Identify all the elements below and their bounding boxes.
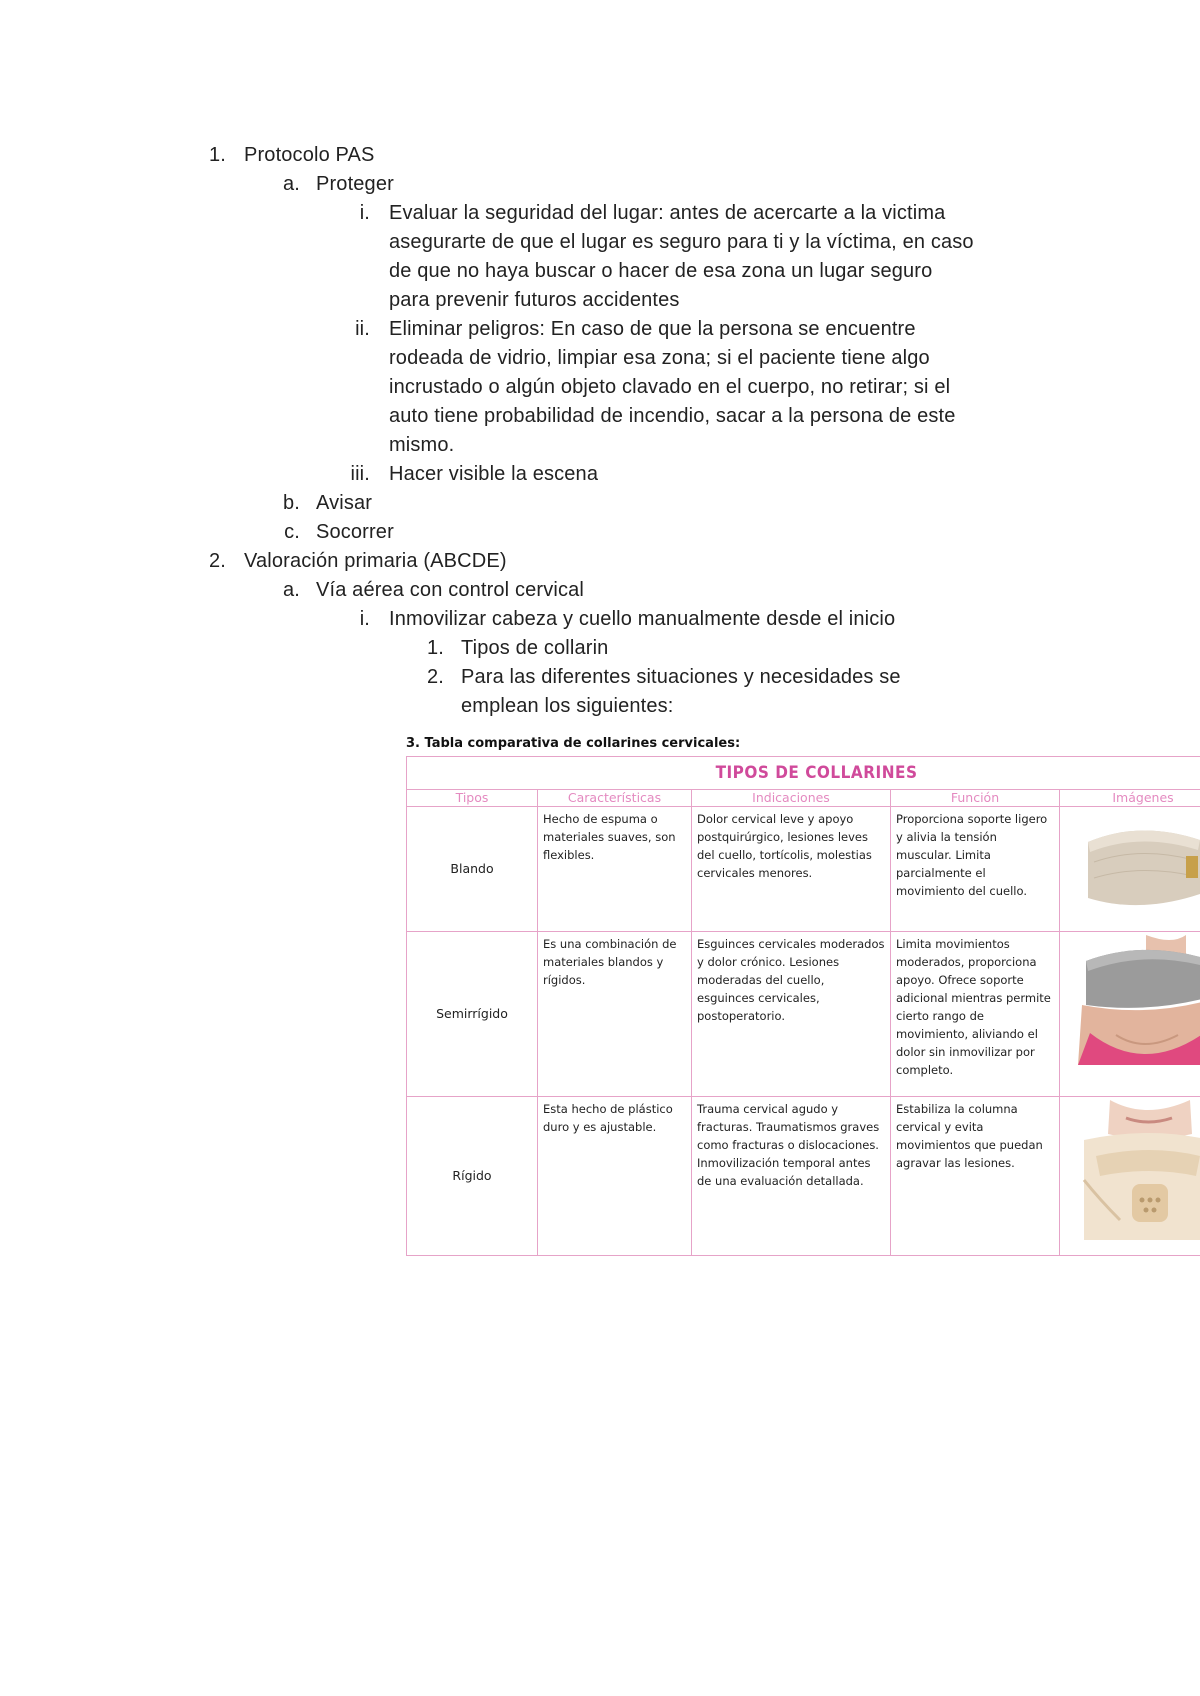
list-text-line: emplean los siguientes: — [461, 695, 674, 717]
image-cell — [1060, 807, 1200, 932]
list-letter: a. — [283, 579, 300, 601]
image-cell — [1060, 1097, 1200, 1256]
type-cell: Rígido — [407, 1097, 538, 1256]
table-row — [407, 932, 1200, 1097]
list-text-line: Para las diferentes situaciones y necesidades se — [461, 666, 901, 688]
characteristics-cell: Hecho de espuma o materiales suaves, son flexibles. — [538, 807, 692, 932]
list-text-line: de que no haya buscar o hacer de esa zona un lugar seguro — [389, 260, 933, 282]
type-cell: Semirrígido — [407, 932, 538, 1097]
indications-cell: Trauma cervical agudo y fracturas. Traumatismos graves como fracturas o dislocaciones. Inmovilización temporal antes de una evaluación detallada. — [692, 1097, 891, 1256]
list-letter: b. — [283, 492, 300, 514]
list-number: 2. — [427, 666, 444, 688]
list-text: Proteger — [316, 173, 394, 195]
table-row — [407, 1097, 1200, 1256]
list-text: Valoración primaria (ABCDE) — [244, 550, 507, 572]
list-letter: c. — [284, 521, 300, 543]
list-number: 2. — [209, 550, 226, 572]
collar-comparison-table — [406, 756, 1200, 1258]
column-header: Tipos — [407, 790, 538, 807]
list-text: Hacer visible la escena — [389, 463, 599, 485]
indications-cell: Esguinces cervicales moderados y dolor crónico. Lesiones moderadas del cuello, esguinces cervicales, postoperatorio. — [692, 932, 891, 1097]
list-text: Avisar — [316, 492, 373, 514]
list-roman: i. — [359, 202, 370, 224]
table-caption: 3. Tabla comparativa de collarines cervicales: — [406, 736, 741, 751]
list-text-line: asegurarte de que el lugar es seguro para ti y la víctima, en caso — [389, 231, 974, 253]
soft-collar-icon — [1060, 810, 1200, 928]
list-roman: i. — [359, 608, 370, 630]
list-text-line: para prevenir futuros accidentes — [389, 289, 680, 311]
list-text: Protocolo PAS — [244, 144, 375, 166]
column-header: Función — [891, 790, 1060, 807]
list-text-line: Eliminar peligros: En caso de que la persona se encuentre — [389, 318, 916, 340]
list-number: 1. — [209, 144, 226, 166]
characteristics-cell: Esta hecho de plástico duro y es ajustable. — [538, 1097, 692, 1256]
list-letter: a. — [283, 173, 300, 195]
function-cell: Limita movimientos moderados, proporciona apoyo. Ofrece soporte adicional mientras permite cierto rango de movimiento, aliviando el dolor sin inmovilizar por completo. — [891, 932, 1060, 1097]
table-row — [407, 807, 1200, 932]
column-header: Imágenes — [1060, 790, 1200, 807]
table-header-row — [407, 790, 1200, 807]
column-header: Características — [538, 790, 692, 807]
function-cell: Estabiliza la columna cervical y evita movimientos que puedan agravar las lesiones. — [891, 1097, 1060, 1256]
list-text: Inmovilizar cabeza y cuello manualmente desde el inicio — [389, 608, 896, 630]
list-roman: iii. — [350, 463, 370, 485]
list-text-line: rodeada de vidrio, limpiar esa zona; si el paciente tiene algo — [389, 347, 930, 369]
semi-rigid-collar-icon — [1060, 935, 1200, 1093]
list-number: 1. — [427, 637, 444, 659]
function-cell: Proporciona soporte ligero y alivia la tensión muscular. Limita parcialmente el movimiento del cuello. — [891, 807, 1060, 932]
table-title: TIPOS DE COLLARINES — [407, 757, 1200, 790]
image-cell — [1060, 932, 1200, 1097]
list-text: Vía aérea con control cervical — [316, 579, 584, 601]
rigid-collar-icon — [1060, 1100, 1200, 1252]
list-text-line: Evaluar la seguridad del lugar: antes de acercarte a la victima — [389, 202, 946, 224]
type-cell: Blando — [407, 807, 538, 932]
column-header: Indicaciones — [692, 790, 891, 807]
table-title-row — [407, 757, 1200, 790]
list-text-line: mismo. — [389, 434, 455, 456]
list-text: Tipos de collarin — [461, 637, 609, 659]
indications-cell: Dolor cervical leve y apoyo postquirúrgico, lesiones leves del cuello, tortícolis, molestias cervicales menores. — [692, 807, 891, 932]
list-text-line: auto tiene probabilidad de incendio, sacar a la persona de este — [389, 405, 956, 427]
list-text: Socorrer — [316, 521, 394, 543]
characteristics-cell: Es una combinación de materiales blandos y rígidos. — [538, 932, 692, 1097]
list-roman: ii. — [355, 318, 370, 340]
table — [406, 756, 1200, 1256]
list-text-line: incrustado o algún objeto clavado en el cuerpo, no retirar; si el — [389, 376, 951, 398]
